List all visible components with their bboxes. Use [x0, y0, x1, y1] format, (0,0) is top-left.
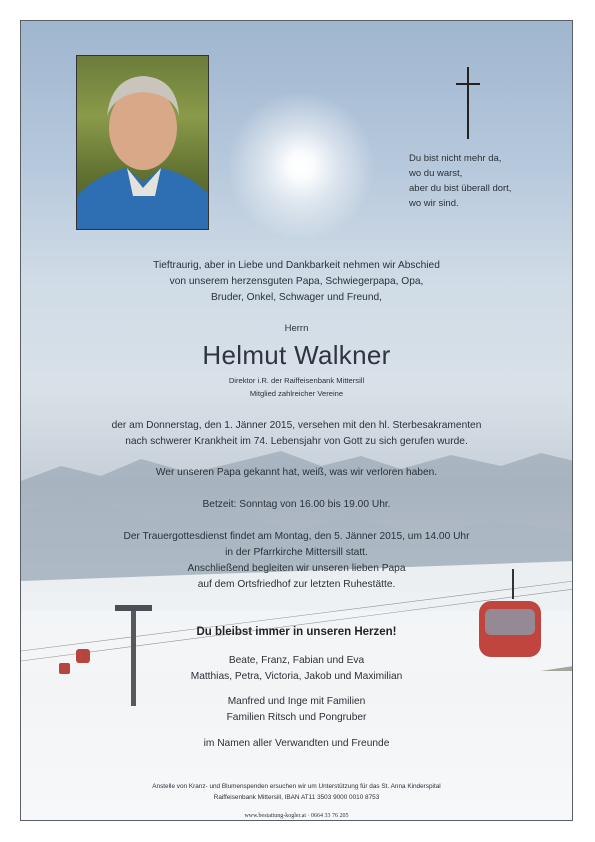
quote: Wer unseren Papa gekannt hat, weiß, was wir verloren haben.	[155, 467, 438, 478]
mourner-line: Manfred und Inge mit Familien	[227, 696, 366, 707]
service-line: Der Trauergottesdienst findet am Montag, den 5. Jänner 2015, um 14.00 Uhr	[123, 531, 470, 542]
funeral-service	[20, 529, 573, 593]
portrait-figure-icon	[77, 56, 209, 230]
service-line: Anschließend begleiten wir unseren lieben Papa	[187, 563, 406, 574]
prayer-time: Betzeit: Sonntag von 16.00 bis 19.00 Uhr.	[202, 499, 391, 510]
poem-line: wo wir sind.	[409, 198, 459, 209]
salutation: Herrn	[284, 323, 309, 334]
motto: Du bleibst immer in unseren Herzen!	[196, 626, 397, 638]
intro-line: von unserem herzensguten Papa, Schwiegerpapa, Opa,	[169, 276, 424, 287]
mourners-all: im Namen aller Verwandten und Freunde	[203, 738, 390, 749]
cross-icon	[456, 67, 480, 139]
mourner-line: Beate, Franz, Fabian und Eva	[228, 655, 365, 666]
mourner-line: Familien Ritsch und Pongruber	[226, 712, 367, 723]
death-announcement	[20, 418, 573, 450]
service-line: auf dem Ortsfriedhof zur letzten Ruhestätte.	[197, 579, 396, 590]
donation-line: Anstelle von Kranz- und Blumenspenden ersuchen wir um Unterstützung für das St. Anna Kinderspital	[152, 783, 441, 790]
death-line: der am Donnerstag, den 1. Jänner 2015, versehen mit den hl. Sterbesakramenten	[111, 420, 482, 431]
footer-contact: www.bestattung-kogler.at · 0664 33 76 205	[244, 813, 349, 819]
poem-line: Du bist nicht mehr da,	[409, 153, 502, 164]
intro-line: Bruder, Onkel, Schwager und Freund,	[210, 292, 383, 303]
donation-line: Raiffeisenbank Mittersill, IBAN AT11 3503 9000 0010 8753	[213, 793, 380, 801]
deceased-titles	[20, 374, 573, 400]
death-line: nach schwerer Krankheit im 74. Lebensjahr von Gott zu sich gerufen wurde.	[125, 436, 468, 447]
donation-note	[20, 782, 573, 803]
poem-line: aber du bist überall dort,	[409, 183, 512, 194]
mourners-relatives	[20, 694, 573, 726]
poem	[409, 151, 549, 211]
deceased-name: Helmut Walkner	[202, 340, 391, 370]
mourner-line: Matthias, Petra, Victoria, Jakob und Maximilian	[190, 671, 403, 682]
portrait-photo	[76, 55, 209, 230]
title-line: Direktor i.R. der Raiffeisenbank Mittersill	[228, 376, 365, 385]
sun-glow	[226, 91, 376, 241]
service-line: in der Pfarrkirche Mittersill statt.	[225, 547, 368, 558]
intro-text	[20, 258, 573, 306]
intro-line: Tieftraurig, aber in Liebe und Dankbarkeit nehmen wir Abschied	[153, 260, 440, 271]
poem-line: wo du warst,	[409, 168, 463, 179]
title-line: Mitglied zahlreicher Vereine	[249, 389, 344, 398]
mourners-family	[20, 653, 573, 685]
